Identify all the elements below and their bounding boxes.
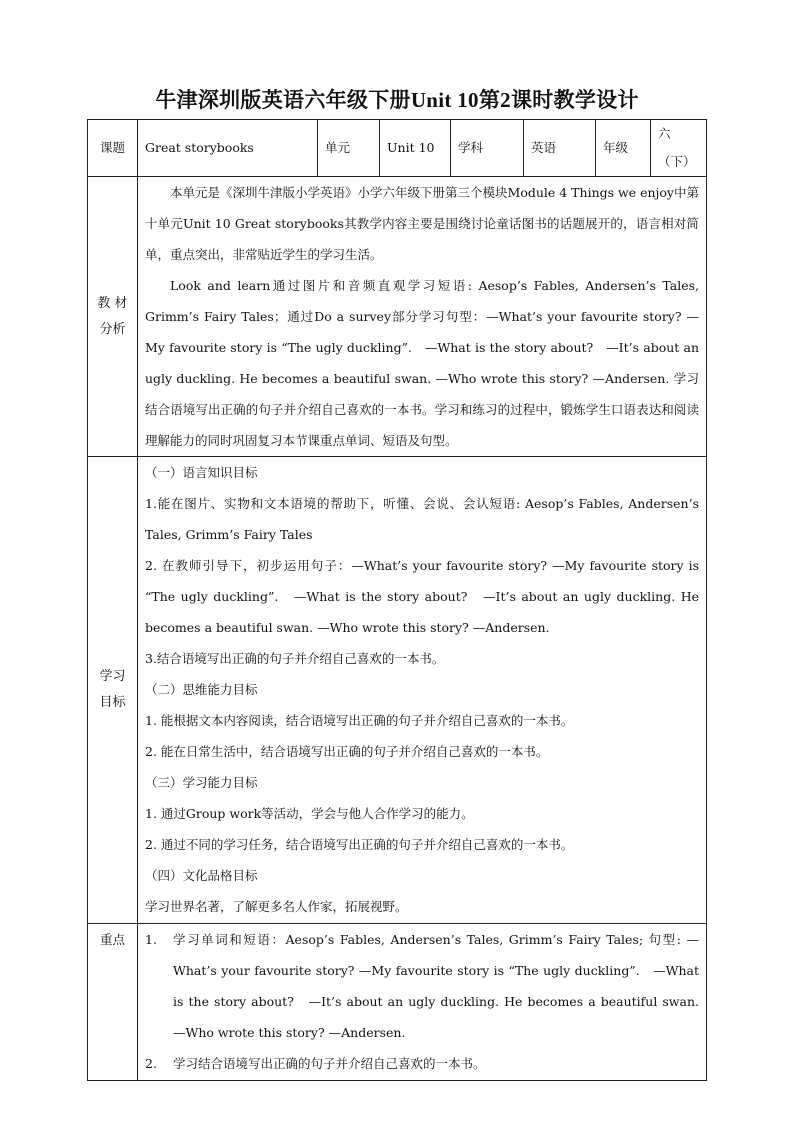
goal-line: （二）思维能力目标 (145, 682, 258, 697)
lesson-plan-table (87, 119, 707, 1081)
analysis-paragraph-2: Look and learn通过图片和音频直观学习短语: Aesop’s Fables, Andersen’s Tales, Grimm’s Fairy Tales；通过Do a survey部分学习句型：—What’s your favourite story? —My favourite story is “The ugly duckling”. —What is the story about? —It’s about an ugly duckling. He becomes a beautiful swan. —Who wrote this story? —Andersen. 学习结合语境写出正确的句子并介绍自己喜欢的一本书。学习和练习的过程中，锻炼学生口语表达和阅读理解能力的同时巩固复习本节课重点单词、短语及句型。 (145, 278, 699, 448)
goal-line: （三）学习能力目标 (145, 775, 258, 790)
analysis-label: 教 材 分析 (88, 177, 138, 457)
goals-label: 学习 目标 (88, 457, 138, 924)
goal-line: 1. 通过Group work等活动，学会与他人合作学习的能力。 (145, 806, 474, 821)
analysis-paragraph-1: 本单元是《深圳牛津版小学英语》小学六年级下册第三个模块Module 4 Things we enjoy中第十单元Unit 10 Great storybooks其教学内容主要是围绕讨论童话图书的话题展开的，语言相对简单，重点突出，非常贴近学生的学习生活。 (145, 185, 699, 262)
subject-label: 学科 (451, 120, 524, 177)
key-point-item: 1. 学习单词和短语：Aesop’s Fables, Andersen’s Tales, Grimm’s Fairy Tales; 句型: —What’s your favourite story? —My favourite story is “The ugly duckling”. —What is the story about? —It’s about an ugly duckling. He becomes a beautiful swan. —Who wrote this story? —Andersen. (145, 932, 699, 1040)
goal-line: （四）文化品格目标 (145, 868, 258, 883)
goal-line: 2. 在教师引导下，初步运用句子：—What’s your favourite story? —My favourite story is “The ugly duckling”. —What is the story about? —It’s about an ugly duckling. He becomes a beautiful swan. —Who wrote this story? —Andersen. (145, 558, 699, 635)
analysis-content (138, 177, 707, 457)
topic-label: 课题 (88, 120, 138, 177)
subject-value: 英语 (524, 120, 596, 177)
goal-line: 1.能在图片、实物和文本语境的帮助下，听懂、会说、会认短语: Aesop’s Fables, Andersen’s Tales, Grimm’s Fairy Tales (145, 496, 699, 542)
key-point-item: 2. 学习结合语境写出正确的句子并介绍自己喜欢的一本书。 (145, 1056, 486, 1071)
key-points-content (138, 924, 707, 1081)
grade-value: 六（下） (651, 120, 707, 177)
goals-row (88, 457, 707, 924)
grade-label: 年级 (596, 120, 651, 177)
unit-value: Unit 10 (380, 120, 451, 177)
goal-line: 3.结合语境写出正确的句子并介绍自己喜欢的一本书。 (145, 651, 445, 666)
goals-content (138, 457, 707, 924)
goal-line: （一）语言知识目标 (145, 465, 258, 480)
topic-value: Great storybooks (138, 120, 318, 177)
unit-label: 单元 (318, 120, 380, 177)
goal-line: 2. 通过不同的学习任务，结合语境写出正确的句子并介绍自己喜欢的一本书。 (145, 837, 574, 852)
header-row (88, 120, 707, 177)
key-points-row (88, 924, 707, 1081)
goal-line: 1. 能根据文本内容阅读，结合语境写出正确的句子并介绍自己喜欢的一本书。 (145, 713, 574, 728)
goal-line: 学习世界名著，了解更多名人作家，拓展视野。 (145, 899, 408, 914)
analysis-row (88, 177, 707, 457)
key-points-label: 重点 (88, 924, 138, 1081)
goal-line: 2. 能在日常生活中，结合语境写出正确的句子并介绍自己喜欢的一本书。 (145, 744, 549, 759)
document-title: 牛津深圳版英语六年级下册Unit 10第2课时教学设计 (155, 88, 639, 112)
